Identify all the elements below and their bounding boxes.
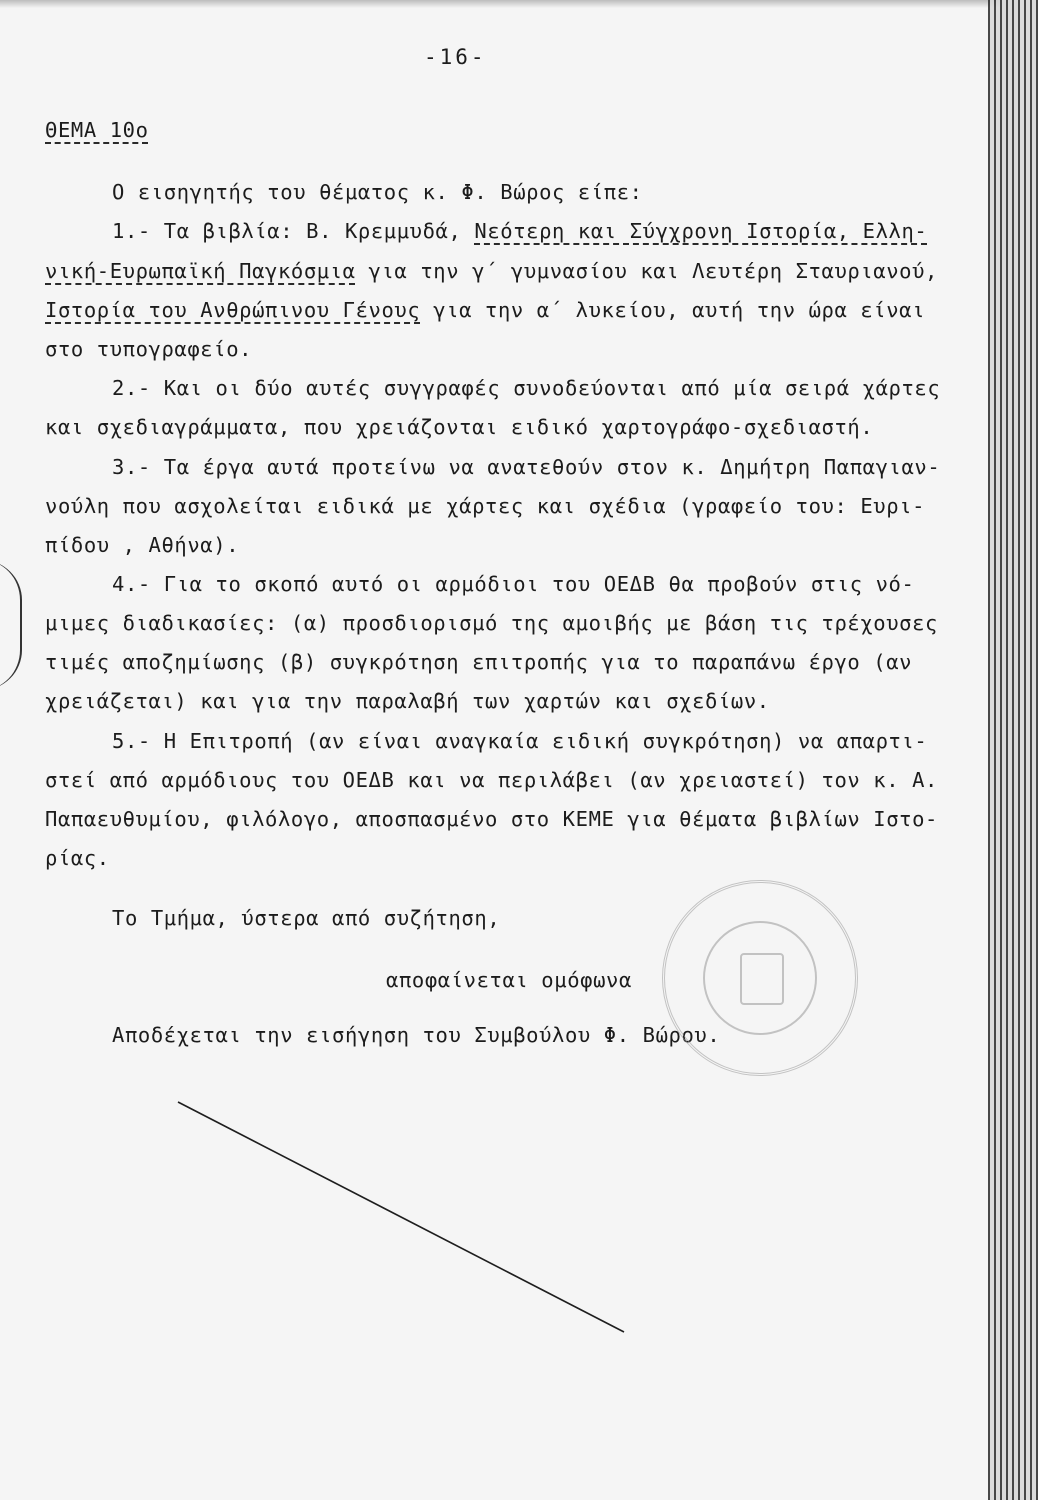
item4-line3: τιμές αποζημίωσης (β) συγκρότηση επιτροπής για το παραπάνω έργο (αν	[45, 650, 913, 674]
item1-line2-text: για την γ΄ γυμνασίου και Λευτέρη Σταυριανού,	[355, 259, 939, 283]
item5-line2: στεί από αρμόδιους του ΟΕΔΒ και να περιλάβει (αν χρειαστεί) τον κ. Α.	[45, 768, 939, 792]
item1-book-title-part2: νική-Ευρωπαϊκή Παγκόσμια	[45, 259, 356, 283]
item1-second-book-title: Ιστορία του Ανθρώπινου Γένους	[45, 298, 421, 322]
item4-line1: 4.- Για το σκοπό αυτό οι αρμόδιοι του ΟΕΔΒ θα προβούν στις νό-	[112, 572, 915, 596]
section-line: Το Τμήμα, ύστερα από συζήτηση,	[112, 906, 501, 930]
acceptance-line: Αποδέχεται την εισήγηση του Συμβούλου Φ. Βώρου.	[112, 1023, 721, 1047]
item1-line3-text: για την α΄ λυκείου, αυτή την ώρα είναι	[420, 298, 926, 322]
item5-line3: Παπαευθυμίου, φιλόλογο, αποσπασμένο στο ΚΕΜΕ για θέματα βιβλίων Ιστο-	[45, 807, 939, 831]
item5-line1: 5.- Η Επιτροπή (αν είναι αναγκαία ειδική συγκρότηση) να απαρτι-	[112, 729, 928, 753]
item4-line2: μιμες διαδικασίες: (α) προσδιορισμό της αμοιβής με βάση τις τρέχουσες	[45, 611, 939, 635]
item1-line1-text: 1.- Τα βιβλία: Β. Κρεμμυδά,	[112, 219, 475, 243]
topic-heading: ΘΕΜΑ 10ο	[45, 118, 149, 142]
intro-line: Ο εισηγητής του θέματος κ. Φ. Βώρος είπε:	[112, 180, 643, 204]
decision-line: αποφαίνεται ομόφωνα	[386, 968, 632, 992]
page-number: -16-	[424, 45, 487, 69]
item3-line2: νούλη που ασχολείται ειδικά με χάρτες και σχέδια (γραφείο του: Ευρι-	[45, 494, 926, 518]
item1-line4: στο τυπογραφείο.	[45, 337, 253, 361]
item5-line4: ρίας.	[45, 846, 110, 870]
item3-line3: πίδου , Αθήνα).	[45, 533, 240, 557]
book-page-edges	[988, 0, 1038, 1500]
item2-line1: 2.- Και οι δύο αυτές συγγραφές συνοδεύονται από μία σειρά χάρτες	[112, 376, 941, 400]
item4-line4: χρειάζεται) και για την παραλαβή των χαρτών και σχεδίων.	[45, 689, 770, 713]
item3-line1: 3.- Τα έργα αυτά προτείνω να ανατεθούν στον κ. Δημήτρη Παπαγιαν-	[112, 455, 941, 479]
item1-book-title-part1: Νεότερη και Σύγχρονη Ιστορία, Ελλη-	[474, 219, 928, 243]
item2-line2: και σχεδιαγράμματα, που χρειάζονται ειδικό χαρτογράφο-σχεδιαστή.	[45, 415, 874, 439]
